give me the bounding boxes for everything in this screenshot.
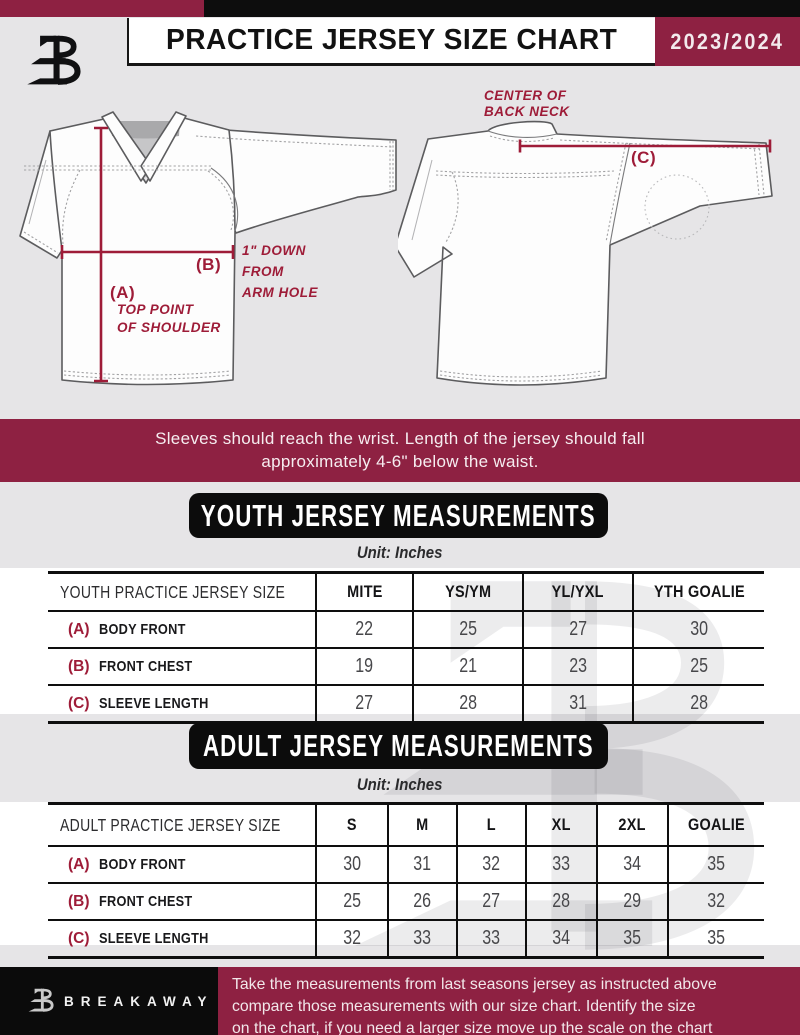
table-row bbox=[48, 920, 764, 958]
brand-wordmark: BREAKAWAY bbox=[64, 994, 214, 1009]
measurement-label-cell: (A) BODY FRONT bbox=[68, 620, 186, 638]
size-column-header: S bbox=[316, 804, 388, 847]
youth-heading-label: YOUTH JERSEY MEASUREMENTS bbox=[201, 497, 596, 533]
measurement-value-cell: 27 bbox=[523, 611, 633, 648]
measurement-value-cell: 27 bbox=[457, 883, 526, 920]
size-column-header: GOALIE bbox=[668, 804, 764, 847]
measurement-label-cell: (B) FRONT CHEST bbox=[68, 892, 193, 910]
season-label: 2023/2024 bbox=[670, 28, 785, 54]
measurement-value-cell: 29 bbox=[597, 883, 668, 920]
youth-unit-note: Unit: Inches bbox=[357, 543, 443, 562]
measurement-value-cell: 25 bbox=[633, 648, 764, 685]
size-column-header: YS/YM bbox=[413, 573, 523, 612]
youth-section-heading bbox=[189, 493, 608, 538]
adult-unit-note: Unit: Inches bbox=[357, 775, 443, 794]
adult-table-header-row bbox=[48, 804, 764, 847]
measurement-value-cell: 32 bbox=[316, 920, 388, 958]
jersey-back-diagram bbox=[398, 95, 790, 395]
adult-heading-label: ADULT JERSEY MEASUREMENTS bbox=[203, 728, 594, 763]
measurement-value-cell: 25 bbox=[413, 611, 523, 648]
measurement-label-cell: (C) SLEEVE LENGTH bbox=[68, 694, 209, 712]
measure-caption-a: TOP POINT OF SHOULDER bbox=[117, 302, 221, 335]
adult-size-table bbox=[48, 802, 764, 959]
breakaway-b-logo-footer bbox=[28, 983, 58, 1019]
measure-key-c: (C) bbox=[631, 148, 657, 167]
measurement-value-cell: 33 bbox=[526, 846, 597, 883]
table-row bbox=[48, 846, 764, 883]
measure-key-a: (A) bbox=[110, 283, 136, 302]
measurement-value-cell: 34 bbox=[597, 846, 668, 883]
measure-key-b: (B) bbox=[196, 255, 222, 274]
measurement-value-cell: 33 bbox=[457, 920, 526, 958]
youth-size-table bbox=[48, 571, 764, 724]
measurement-value-cell: 32 bbox=[668, 883, 764, 920]
size-column-header: M bbox=[388, 804, 457, 847]
size-column-header: L bbox=[457, 804, 526, 847]
table-row bbox=[48, 685, 764, 723]
measurement-value-cell: 21 bbox=[413, 648, 523, 685]
measurement-value-cell: 19 bbox=[316, 648, 413, 685]
measurement-value-cell: 28 bbox=[526, 883, 597, 920]
measurement-value-cell: 27 bbox=[316, 685, 413, 723]
top-accent-bar-black bbox=[204, 0, 800, 17]
measurement-value-cell: 26 bbox=[388, 883, 457, 920]
page-title: PRACTICE JERSEY SIZE CHART bbox=[166, 24, 618, 56]
table-row bbox=[48, 648, 764, 685]
breakaway-b-logo bbox=[26, 25, 90, 99]
fit-notice-banner: Sleeves should reach the wrist. Length of the jersey should fall approximately 4-6" below the waist. bbox=[0, 419, 800, 482]
youth-table-header-row bbox=[48, 573, 764, 612]
page-title-box bbox=[127, 18, 655, 66]
table-label-header: ADULT PRACTICE JERSEY SIZE bbox=[48, 804, 316, 847]
measurement-label-cell: (B) FRONT CHEST bbox=[68, 657, 193, 675]
measure-caption-b: 1" DOWN FROM ARM HOLE bbox=[242, 243, 318, 300]
measurement-value-cell: 25 bbox=[316, 883, 388, 920]
measurement-value-cell: 28 bbox=[413, 685, 523, 723]
measurement-value-cell: 31 bbox=[523, 685, 633, 723]
season-badge bbox=[655, 17, 800, 66]
table-row bbox=[48, 611, 764, 648]
measurement-value-cell: 33 bbox=[388, 920, 457, 958]
table-row bbox=[48, 883, 764, 920]
measurement-value-cell: 23 bbox=[523, 648, 633, 685]
measurement-label-cell: (C) SLEEVE LENGTH bbox=[68, 929, 209, 947]
jersey-front-diagram bbox=[8, 105, 408, 395]
measurement-value-cell: 30 bbox=[316, 846, 388, 883]
table-label-header: YOUTH PRACTICE JERSEY SIZE bbox=[48, 573, 316, 612]
back-neck-caption: CENTER OF BACK NECK bbox=[484, 88, 570, 119]
top-accent-bar-maroon bbox=[0, 0, 204, 17]
footer-instructions: Take the measurements from last seasons jersey as instructed above compare those measurements with our size chart. Identify the size on the chart, if you need a larger size move up the scale on the chart bbox=[218, 967, 800, 1035]
measurement-value-cell: 32 bbox=[457, 846, 526, 883]
size-column-header: XL bbox=[526, 804, 597, 847]
measurement-value-cell: 34 bbox=[526, 920, 597, 958]
measurement-value-cell: 31 bbox=[388, 846, 457, 883]
size-column-header: MITE bbox=[316, 573, 413, 612]
measurement-value-cell: 30 bbox=[633, 611, 764, 648]
size-column-header: YL/YXL bbox=[523, 573, 633, 612]
adult-section-heading bbox=[189, 723, 608, 769]
measurement-value-cell: 22 bbox=[316, 611, 413, 648]
size-column-header: YTH GOALIE bbox=[633, 573, 764, 612]
measurement-label-cell: (A) BODY FRONT bbox=[68, 855, 186, 873]
measurement-value-cell: 35 bbox=[668, 920, 764, 958]
size-column-header: 2XL bbox=[597, 804, 668, 847]
measurement-value-cell: 35 bbox=[668, 846, 764, 883]
measurement-value-cell: 28 bbox=[633, 685, 764, 723]
measurement-value-cell: 35 bbox=[597, 920, 668, 958]
